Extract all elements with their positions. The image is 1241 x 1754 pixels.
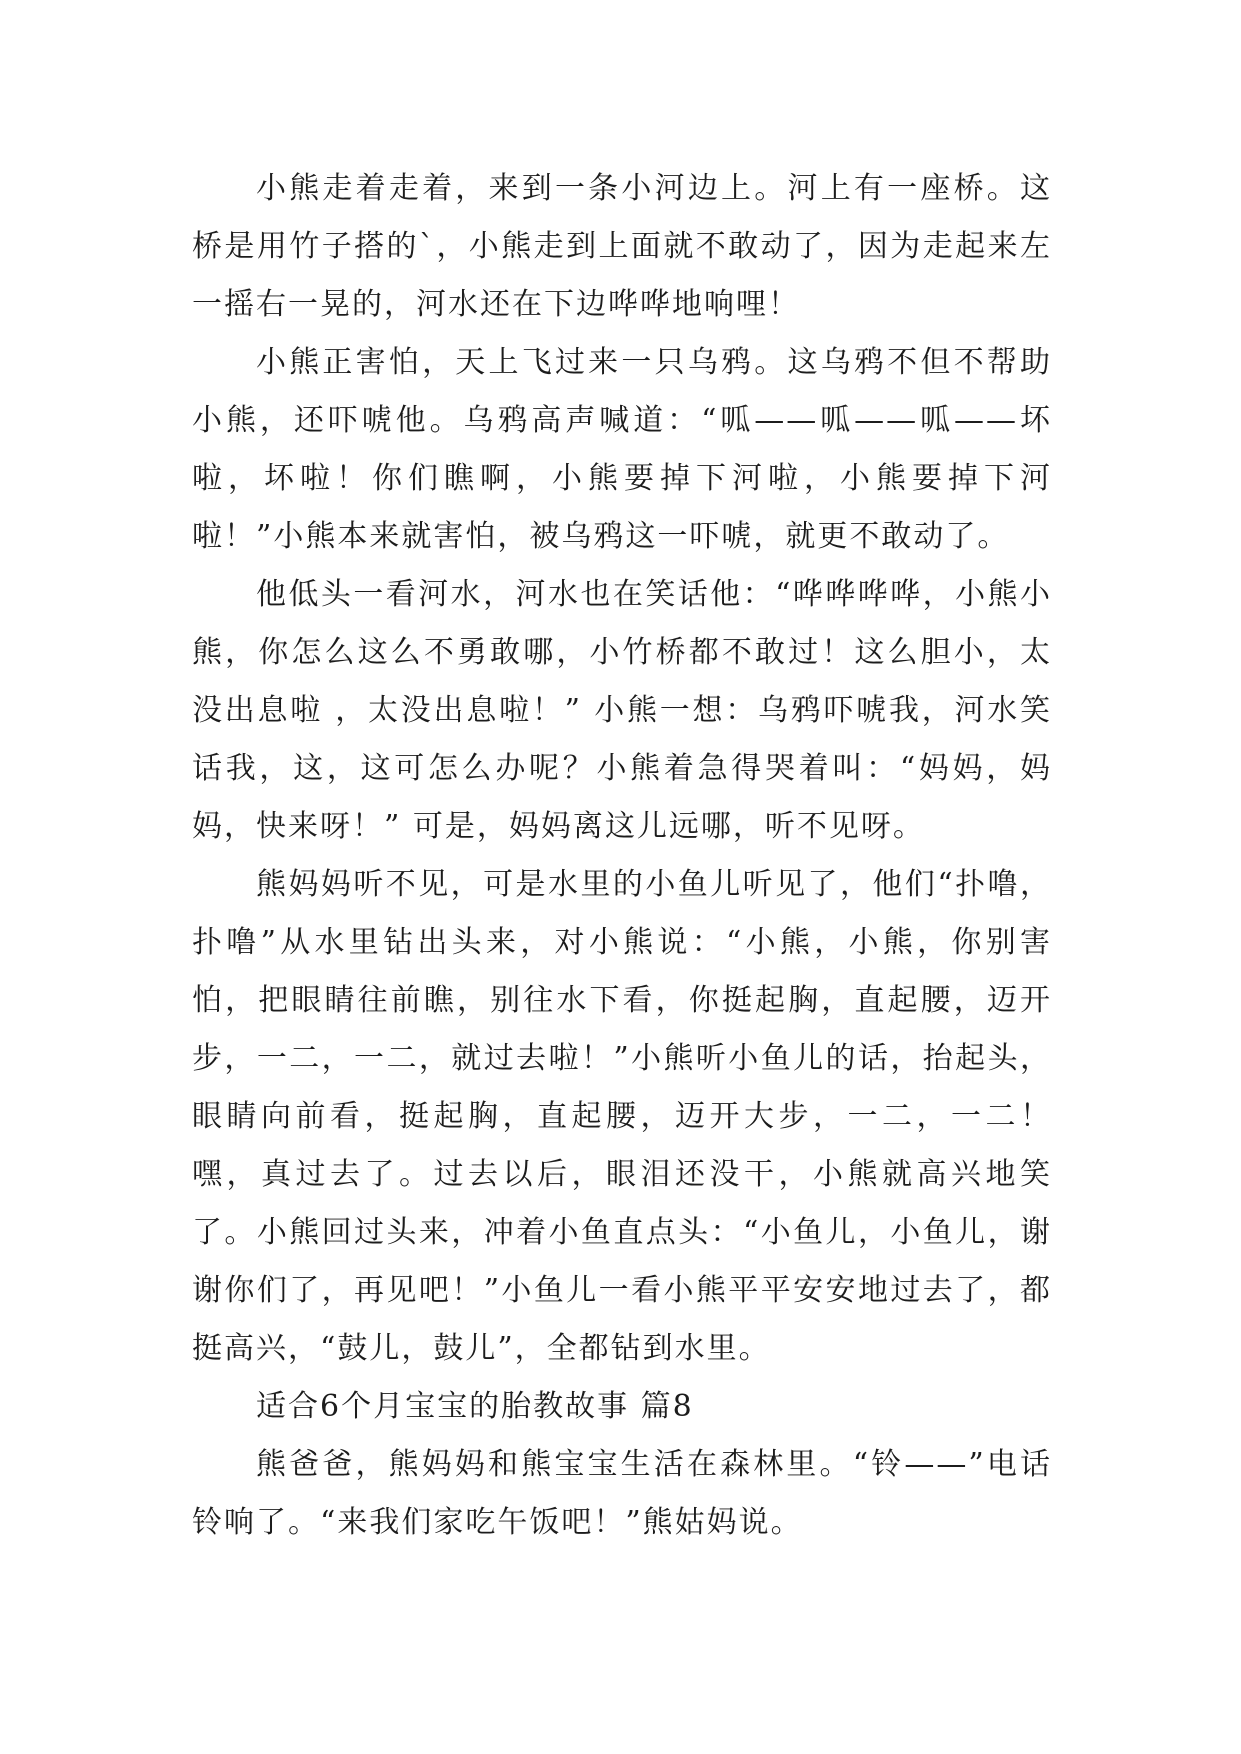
paragraph-river: 他低头一看河水，河水也在笑话他：“哗哗哗哗，小熊小熊，你怎么这么不勇敢哪，小竹桥都不敢过！这么胆小，太没出息啦 ，太没出息啦！” 小熊一想：乌鸦吓唬我，河水笑话我，这，这可怎么办呢？小熊着急得哭着叫：“妈妈，妈妈，快来呀！” 可是，妈妈离这儿远哪，听不见呀。 (192, 577, 1052, 844)
paragraph-bridge: 小熊走着走着，来到一条小河边上。河上有一座桥。这桥是用竹子搭的`，小熊走到上面就不敢动了，因为走起来左一摇右一晃的，河水还在下边哗哗地响哩！ (192, 171, 1052, 322)
paragraph-fish: 熊妈妈听不见，可是水里的小鱼儿听见了，他们“扑噜，扑噜”从水里钻出头来，对小熊说：“小熊，小熊，你别害怕，把眼睛往前瞧，别往水下看，你挺起胸，直起腰，迈开步，一二，一二，就过去啦！”小熊听小鱼儿的话，抬起头，眼睛向前看，挺起胸，直起腰，迈开大步，一二，一二！嘿，真过去了。过去以后，眼泪还没干，小熊就高兴地笑了。小熊回过头来，冲着小鱼直点头：“小鱼儿，小鱼儿，谢谢你们了，再见吧！”小鱼儿一看小熊平平安安地过去了，都挺高兴，“鼓儿，鼓儿”，全都钻到水里。 (192, 867, 1052, 1366)
section-heading: 适合6个月宝宝的胎教故事 篇8 (256, 1389, 694, 1424)
paragraph-crow: 小熊正害怕，天上飞过来一只乌鸦。这乌鸦不但不帮助小熊，还吓唬他。乌鸦高声喊道：“呱——呱——呱——坏啦，坏啦！你们瞧啊，小熊要掉下河啦，小熊要掉下河啦！”小熊本来就害怕，被乌鸦这一吓唬，就更不敢动了。 (192, 345, 1052, 554)
story-text (192, 160, 1052, 1552)
paragraph-bear-family: 熊爸爸，熊妈妈和熊宝宝生活在森林里。“铃——”电话铃响了。“来我们家吃午饭吧！”熊姑妈说。 (192, 1447, 1052, 1540)
